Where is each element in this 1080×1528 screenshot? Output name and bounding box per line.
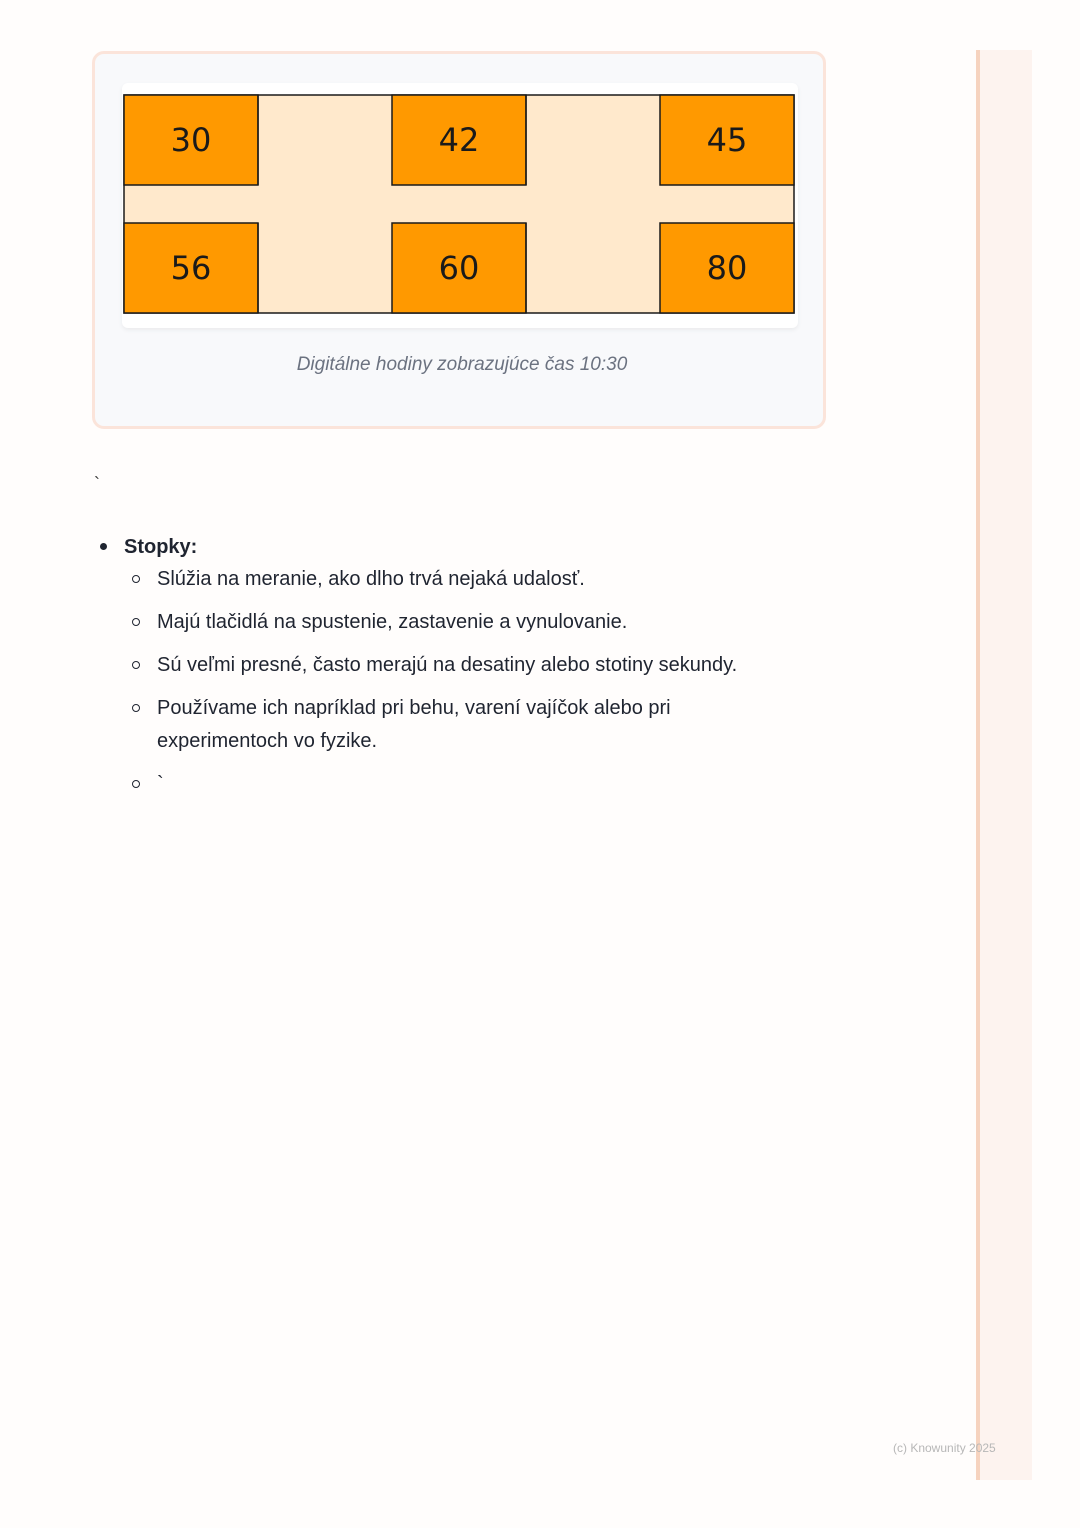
sublist-item: [96, 649, 796, 682]
sublist-item-text: Slúžia na meranie, ako dlho trvá nejaká udalosť.: [157, 568, 585, 590]
sublist-item: [96, 692, 796, 758]
sublist-item: [96, 563, 796, 596]
figure-image: [122, 83, 798, 328]
grid-cell-number: 42: [438, 121, 480, 159]
circle-bullet-icon: [132, 618, 140, 626]
grid-cell-number: 56: [170, 249, 212, 287]
grid-cell-number: 60: [438, 249, 480, 287]
list-item: [96, 532, 796, 562]
sublist-item: [96, 606, 796, 639]
grid-cell-number: 30: [170, 121, 212, 159]
figure-caption: Digitálne hodiny zobrazujúce čas 10:30: [296, 354, 628, 375]
bullet-icon: [100, 543, 107, 550]
sublist-item-text: `: [157, 773, 164, 795]
right-margin-strip: [976, 50, 1032, 1480]
grid-cell-number: 45: [706, 121, 748, 159]
stray-backtick: `: [94, 474, 100, 494]
number-grid: [122, 83, 798, 328]
sublist-item-text: Používame ich napríklad pri behu, varení vajíčok alebo pri experimentoch vo fyzike.: [157, 697, 671, 752]
circle-bullet-icon: [132, 704, 140, 712]
circle-bullet-icon: [132, 661, 140, 669]
sublist-item-text: Majú tlačidlá na spustenie, zastavenie a vynulovanie.: [157, 611, 628, 633]
list-item-title: Stopky:: [124, 536, 198, 558]
sublist-item: [96, 768, 796, 801]
stopwatch-list: [96, 532, 796, 811]
figure-card: [92, 51, 826, 429]
copyright-footer: (c) Knowunity 2025: [893, 1441, 996, 1455]
sublist-item-text: Sú veľmi presné, často merajú na desatiny alebo stotiny sekundy.: [157, 654, 738, 676]
sublist: [96, 563, 796, 801]
grid-cell-number: 80: [706, 249, 748, 287]
circle-bullet-icon: [132, 780, 140, 788]
circle-bullet-icon: [132, 575, 140, 583]
